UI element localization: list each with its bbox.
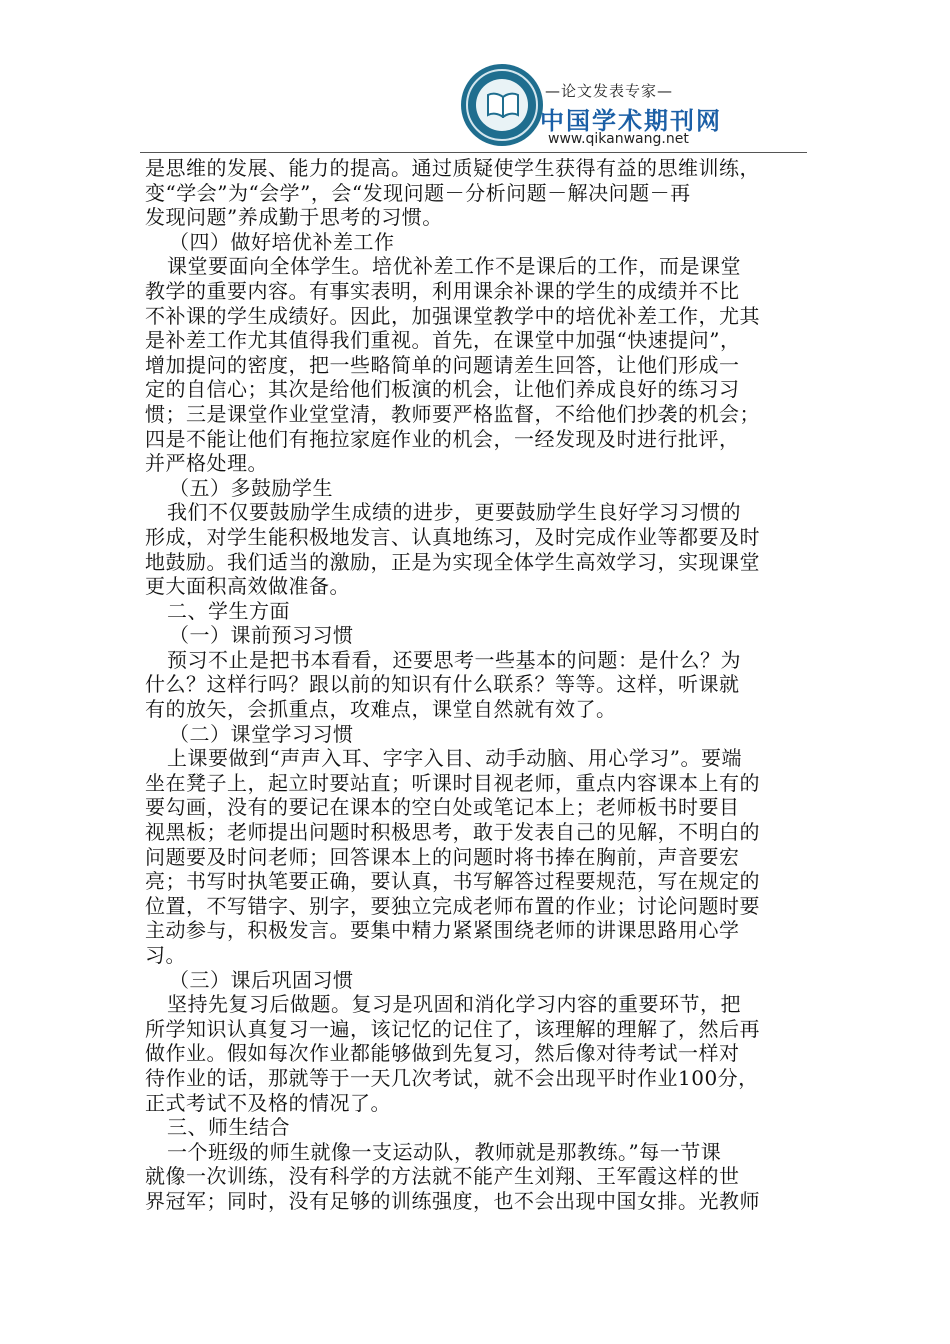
paragraph-first-line: 预习不止是把书本看看，还要思考一些基本的问题：是什么？为 (167, 647, 741, 672)
paragraph-first-line: 课堂要面向全体学生。培优补差工作不是课后的工作，而是课堂 (167, 254, 741, 279)
text-line: 是补差工作尤其值得我们重视。首先，在课堂中加强“快速提问”， (145, 328, 741, 353)
text-line: 发现问题”养成勤于思考的习惯。 (145, 205, 443, 230)
text-line: 就像一次训练，没有科学的方法就不能产生刘翔、王军霞这样的世 (145, 1164, 740, 1189)
header-divider (140, 152, 807, 153)
text-line: 要勾画，没有的要记在课本的空白处或笔记本上；老师板书时要目 (145, 795, 740, 820)
page-header (0, 0, 950, 150)
paragraph-first-line: 我们不仅要鼓励学生成绩的进步，更要鼓励学生良好学习习惯的 (167, 500, 741, 525)
text-line: 正式考试不及格的情况了。 (145, 1090, 391, 1115)
text-line: 习。 (145, 943, 186, 967)
site-url: www.qikanwang.net (548, 131, 689, 147)
header-tagline: —论文发表专家— (545, 82, 674, 100)
text-line: 地鼓励。我们适当的激励，正是为实现全体学生高效学习，实现课堂 (145, 549, 760, 574)
text-line: 视黑板；老师提出问题时积极思考，敢于发表自己的见解，不明白的 (145, 820, 760, 845)
text-line: 更大面积高效做准备。 (145, 574, 350, 599)
section-heading: 二、学生方面 (167, 598, 290, 623)
section-heading: 三、师生结合 (167, 1115, 290, 1140)
paragraph-first-line: 一个班级的师生就像一支运动队，教师就是那教练。”每一节课 (167, 1139, 722, 1164)
open-book-icon (486, 92, 520, 118)
text-line: 四是不能让他们有拖拉家庭作业的机会，一经发现及时进行批评， (145, 426, 740, 451)
text-line: 所学知识认真复习一遍，该记忆的记住了，该理解的理解了，然后再 (145, 1016, 760, 1041)
paragraph-first-line: 上课要做到“声声入耳、字字入目、动手动脑、用心学习”。要端 (167, 746, 742, 771)
text-line: 有的放矢，会抓重点，攻难点，课堂自然就有效了。 (145, 697, 617, 722)
text-line: 问题要及时问老师；回答课本上的问题时将书捧在胸前，声音要宏 (145, 844, 740, 869)
brand-name: 中国学术期刊网 (540, 107, 722, 135)
section-heading: （五）多鼓励学生 (169, 475, 333, 500)
text-line: 形成，对学生能积极地发言、认真地练习，及时完成作业等都要及时 (145, 524, 760, 549)
text-line: 坐在凳子上，起立时要站直；听课时目视老师，重点内容课本上有的 (145, 770, 760, 795)
text-line: 增加提问的密度，把一些略简单的问题请差生回答，让他们形成一 (145, 352, 740, 377)
text-line: 位置，不写错字、别字，要独立完成老师布置的作业；讨论问题时要 (145, 893, 760, 918)
text-line: 并严格处理。 (145, 451, 268, 476)
section-heading: （二）课堂学习习惯 (169, 721, 354, 746)
paragraph-first-line: 坚持先复习后做题。复习是巩固和消化学习内容的重要环节，把 (167, 992, 741, 1017)
text-line: 定的自信心；其次是给他们板演的机会，让他们养成良好的练习习 (145, 377, 740, 402)
text-line: 惯；三是课堂作业堂堂清，教师要严格监督，不给他们抄袭的机会； (145, 401, 760, 426)
text-line: 做作业。假如每次作业都能够做到先复习，然后像对待考试一样对 (145, 1041, 740, 1066)
text-line: 教学的重要内容。有事实表明，利用课余补课的学生的成绩并不比 (145, 278, 740, 303)
text-line: 界冠军；同时，没有足够的训练强度，也不会出现中国女排。光教师 (145, 1188, 760, 1213)
text-line: 不补课的学生成绩好。因此，加强课堂教学中的培优补差工作，尤其 (145, 303, 760, 328)
section-heading: （三）课后巩固习惯 (169, 967, 354, 992)
text-line: 亮；书写时执笔要正确，要认真，书写解答过程要规范，写在规定的 (145, 869, 760, 894)
text-line: 主动参与，积极发言。要集中精力紧紧围绕老师的讲课思路用心学 (145, 918, 740, 943)
section-heading: （四）做好培优补差工作 (169, 229, 395, 254)
text-line: 是思维的发展、能力的提高。通过质疑使学生获得有益的思维训练， (145, 156, 760, 180)
article-body (145, 156, 795, 1214)
text-line: 变“学会”为“会学”，会“发现问题－分析问题－解决问题－再 (145, 180, 691, 205)
text-line: 待作业的话，那就等于一天几次考试，就不会出现平时作业100分， (145, 1065, 759, 1090)
text-line: 什么？这样行吗？跟以前的知识有什么联系？等等。这样，听课就 (145, 672, 740, 697)
section-heading: （一）课前预习习惯 (169, 623, 354, 648)
